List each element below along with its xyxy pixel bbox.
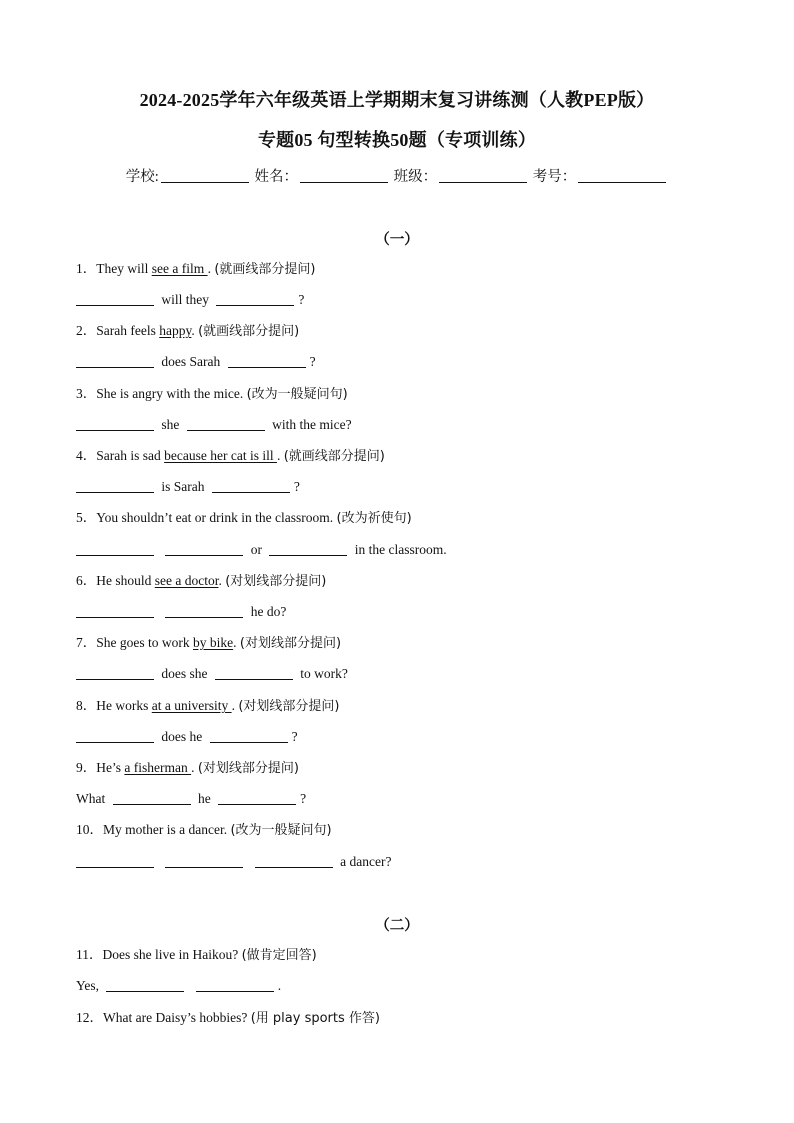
- question-text: 7．She goes to work: [76, 635, 193, 650]
- question-text: 2．Sarah feels: [76, 323, 160, 338]
- answer-11: [76, 977, 281, 995]
- answer-text: does Sarah: [161, 354, 221, 369]
- class-label: 班级：: [393, 169, 438, 185]
- answer-blank[interactable]: [76, 542, 154, 556]
- instruction-note: (改为祈使句): [336, 511, 412, 526]
- underlined-part: at a university: [151, 698, 232, 713]
- underlined-part: see a film: [151, 261, 208, 276]
- underlined-part: see a doctor: [154, 573, 219, 588]
- school-blank[interactable]: [161, 168, 249, 183]
- answer-blank[interactable]: [76, 666, 154, 680]
- exam-no-label: 考号：: [532, 169, 577, 185]
- question-text: .: [233, 635, 240, 650]
- question-text: 5．You shouldn’t eat or drink in the classroom.: [76, 510, 337, 525]
- answer-text: he do?: [250, 604, 287, 619]
- question-10: [76, 821, 332, 840]
- answer-blank[interactable]: [76, 479, 154, 493]
- answer-4: [76, 478, 300, 496]
- name-blank[interactable]: [300, 168, 388, 183]
- answer-text: does she: [161, 666, 208, 681]
- question-6: [76, 572, 326, 591]
- answer-blank[interactable]: [165, 542, 243, 556]
- answer-text: .: [277, 978, 282, 993]
- answer-text: in the classroom.: [354, 542, 447, 557]
- question-text: .: [231, 698, 239, 713]
- answer-blank[interactable]: [228, 354, 306, 368]
- answer-7: [76, 665, 348, 683]
- answer-blank[interactable]: [76, 729, 154, 743]
- answer-blank[interactable]: [187, 417, 265, 431]
- answer-blank[interactable]: [76, 417, 154, 431]
- answer-text: does he: [161, 729, 203, 744]
- instruction-note: (对划线部分提问): [239, 636, 342, 651]
- instruction-note: (对划线部分提问): [238, 699, 340, 714]
- answer-text: ?: [300, 791, 307, 806]
- answer-blank[interactable]: [210, 729, 288, 743]
- answer-text: he: [198, 791, 211, 806]
- question-4: [76, 447, 385, 466]
- underlined-part: happy: [159, 323, 192, 338]
- question-text: 11．Does she live in Haikou?: [76, 947, 242, 962]
- question-1: [76, 260, 316, 279]
- question-text: .: [191, 760, 198, 775]
- question-2: [76, 322, 299, 341]
- answer-blank[interactable]: [113, 791, 191, 805]
- instruction-note: (就画线部分提问): [198, 324, 300, 339]
- answer-blank[interactable]: [76, 354, 154, 368]
- answer-5: [76, 541, 447, 559]
- answer-blank[interactable]: [255, 854, 333, 868]
- instruction-note: (对划线部分提问): [225, 574, 327, 589]
- answer-text: or: [250, 542, 262, 557]
- answer-text: with the mice?: [272, 417, 352, 432]
- instruction-note: (就画线部分提问): [214, 262, 316, 277]
- section-two-heading: （二）: [375, 918, 419, 934]
- instruction-note: (用 play sports 作答): [250, 1011, 380, 1026]
- answer-text: ?: [291, 729, 298, 744]
- instruction-note: (改为一般疑问句): [230, 823, 332, 838]
- answer-2: [76, 353, 316, 371]
- name-label: 姓名：: [254, 169, 298, 185]
- answer-blank[interactable]: [215, 666, 293, 680]
- answer-blank[interactable]: [212, 479, 290, 493]
- answer-blank[interactable]: [218, 791, 296, 805]
- answer-blank[interactable]: [216, 292, 294, 306]
- student-info-row: [0, 165, 794, 186]
- page-subtitle: 专题05 句型转换50题（专项训练）: [257, 130, 537, 150]
- question-text: 3．She is angry with the mice.: [76, 386, 247, 401]
- answer-blank[interactable]: [76, 854, 154, 868]
- answer-blank[interactable]: [196, 978, 274, 992]
- answer-6: [76, 603, 286, 621]
- answer-text: a dancer?: [340, 854, 392, 869]
- question-text: 1．They will: [76, 261, 152, 276]
- school-label: 学校:: [125, 169, 159, 185]
- answer-10: [76, 853, 391, 871]
- answer-1: [76, 291, 304, 309]
- answer-blank[interactable]: [269, 542, 347, 556]
- answer-text: ?: [293, 479, 300, 494]
- question-5: [76, 509, 412, 528]
- question-3: [76, 385, 348, 404]
- answer-blank[interactable]: [165, 604, 243, 618]
- question-9: [76, 759, 299, 778]
- question-text: 9．He’s: [76, 760, 125, 775]
- question-text: 4．Sarah is sad: [76, 448, 165, 463]
- question-text: 8．He works: [76, 698, 152, 713]
- answer-text: she: [161, 417, 180, 432]
- underlined-part: because her cat is ill: [164, 448, 277, 463]
- answer-text: What: [76, 791, 106, 806]
- answer-3: [76, 416, 352, 434]
- class-blank[interactable]: [439, 168, 527, 183]
- answer-blank[interactable]: [106, 978, 184, 992]
- question-12: [76, 1009, 380, 1028]
- question-text: 10．My mother is a dancer.: [76, 822, 231, 837]
- instruction-note: (做肯定回答): [241, 948, 317, 963]
- answer-9: [76, 790, 306, 808]
- instruction-note: (对划线部分提问): [197, 761, 300, 776]
- instruction-note: (改为一般疑问句): [246, 387, 348, 402]
- question-text: .: [191, 323, 199, 338]
- page-title: 2024-2025学年六年级英语上学期期末复习讲练测（人教PEP版）: [139, 90, 655, 110]
- answer-8: [76, 728, 298, 746]
- answer-blank[interactable]: [76, 604, 154, 618]
- underlined-part: a fisherman: [124, 760, 192, 775]
- question-text: .: [207, 261, 215, 276]
- answer-text: will they: [161, 292, 209, 307]
- answer-text: is Sarah: [161, 479, 205, 494]
- answer-text: ?: [309, 354, 316, 369]
- question-text: 12．What are Daisy’s hobbies?: [76, 1010, 251, 1025]
- answer-blank[interactable]: [76, 292, 154, 306]
- question-7: [76, 634, 341, 653]
- instruction-note: (就画线部分提问): [283, 449, 385, 464]
- question-text: .: [276, 448, 284, 463]
- section-one-heading: （一）: [375, 232, 419, 248]
- answer-text: ?: [298, 292, 305, 307]
- question-text: 6．He should: [76, 573, 155, 588]
- exam-no-blank[interactable]: [578, 168, 666, 183]
- answer-blank[interactable]: [165, 854, 243, 868]
- answer-text: Yes,: [76, 978, 100, 993]
- question-8: [76, 697, 340, 716]
- question-text: .: [218, 573, 226, 588]
- answer-text: to work?: [300, 666, 348, 681]
- underlined-part: by bike: [193, 635, 234, 650]
- question-11: [76, 946, 317, 965]
